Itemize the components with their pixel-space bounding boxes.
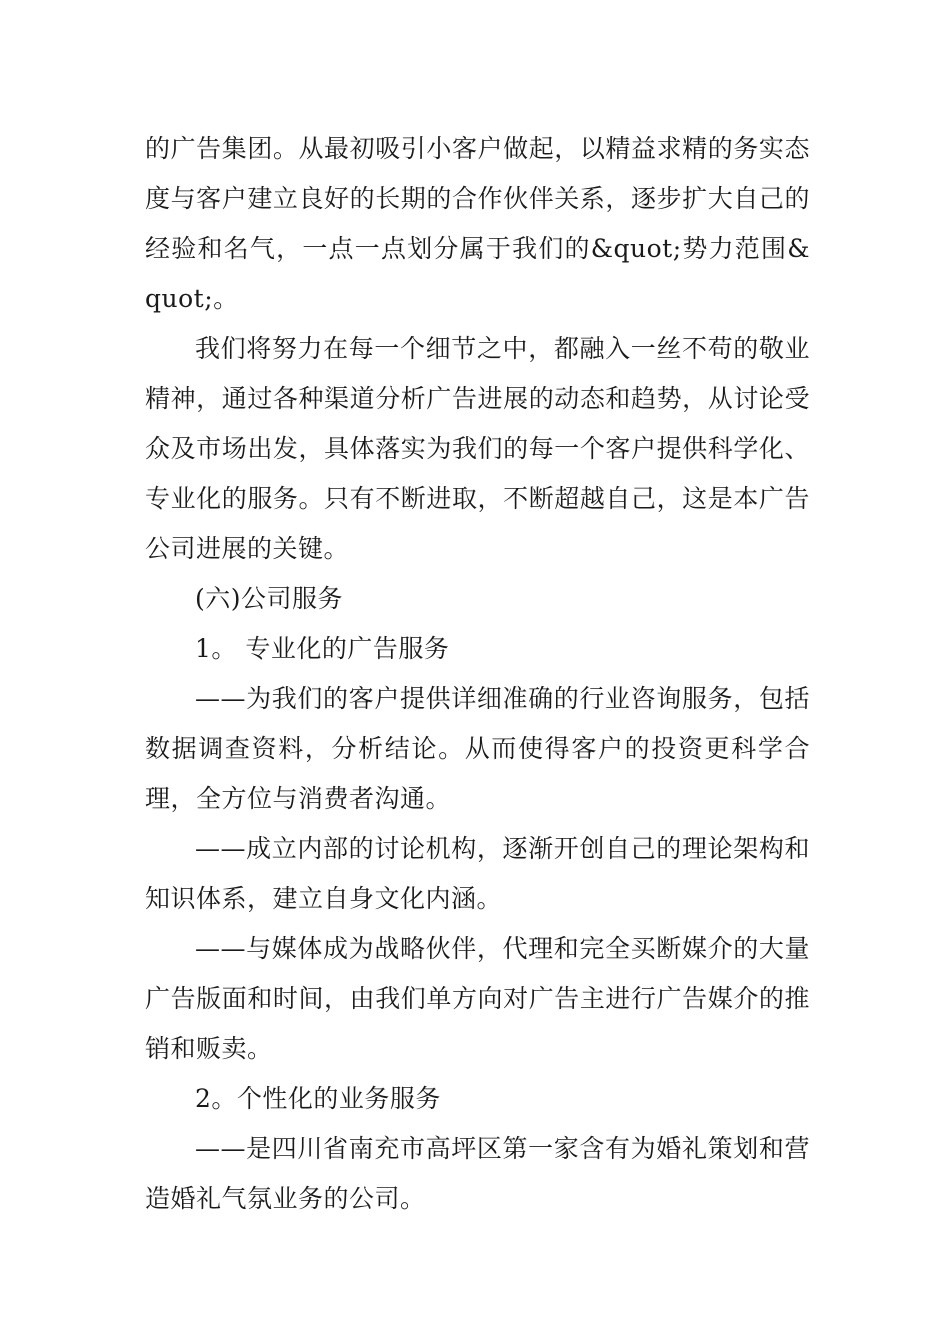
list-item-wedding-planning: ——是四川省南充市高坪区第一家含有为婚礼策划和营造婚礼气氛业务的公司。 (145, 1134, 810, 1213)
list-item-research-institute: ——成立内部的讨论机构，逐渐开创自己的理论架构和知识体系，建立自身文化内涵。 (145, 834, 810, 913)
list-item-consulting: ——为我们的客户提供详细准确的行业咨询服务，包括数据调查资料，分析结论。从而使得客户的投资更科学合理，全方位与消费者沟通。 (145, 684, 810, 813)
paragraph-continuation: 的广告集团。从最初吸引小客户做起，以精益求精的务实态度与客户建立良好的长期的合作伙伴关系，逐步扩大自己的经验和名气，一点一点划分属于我们的&quot;势力范围&quot;。 (145, 134, 810, 313)
section-heading-company-services: (六)公司服务 (195, 584, 344, 613)
list-item-media-partnership: ——与媒体成为战略伙伴，代理和完全买断媒介的大量广告版面和时间，由我们单方向对广告主进行广告媒介的推销和贩卖。 (145, 934, 810, 1063)
paragraph-commitment: 我们将努力在每一个细节之中，都融入一丝不苟的敬业精神，通过各种渠道分析广告进展的动态和趋势，从讨论受众及市场出发，具体落实为我们的每一个客户提供科学化、专业化的服务。只有不断进取，不断超越自己，这是本广告公司进展的关键。 (145, 334, 810, 563)
subheading-professional-advertising: 1。 专业化的广告服务 (195, 634, 450, 663)
subheading-personalized-services: 2。个性化的业务服务 (195, 1084, 441, 1113)
document-body (145, 124, 810, 1224)
